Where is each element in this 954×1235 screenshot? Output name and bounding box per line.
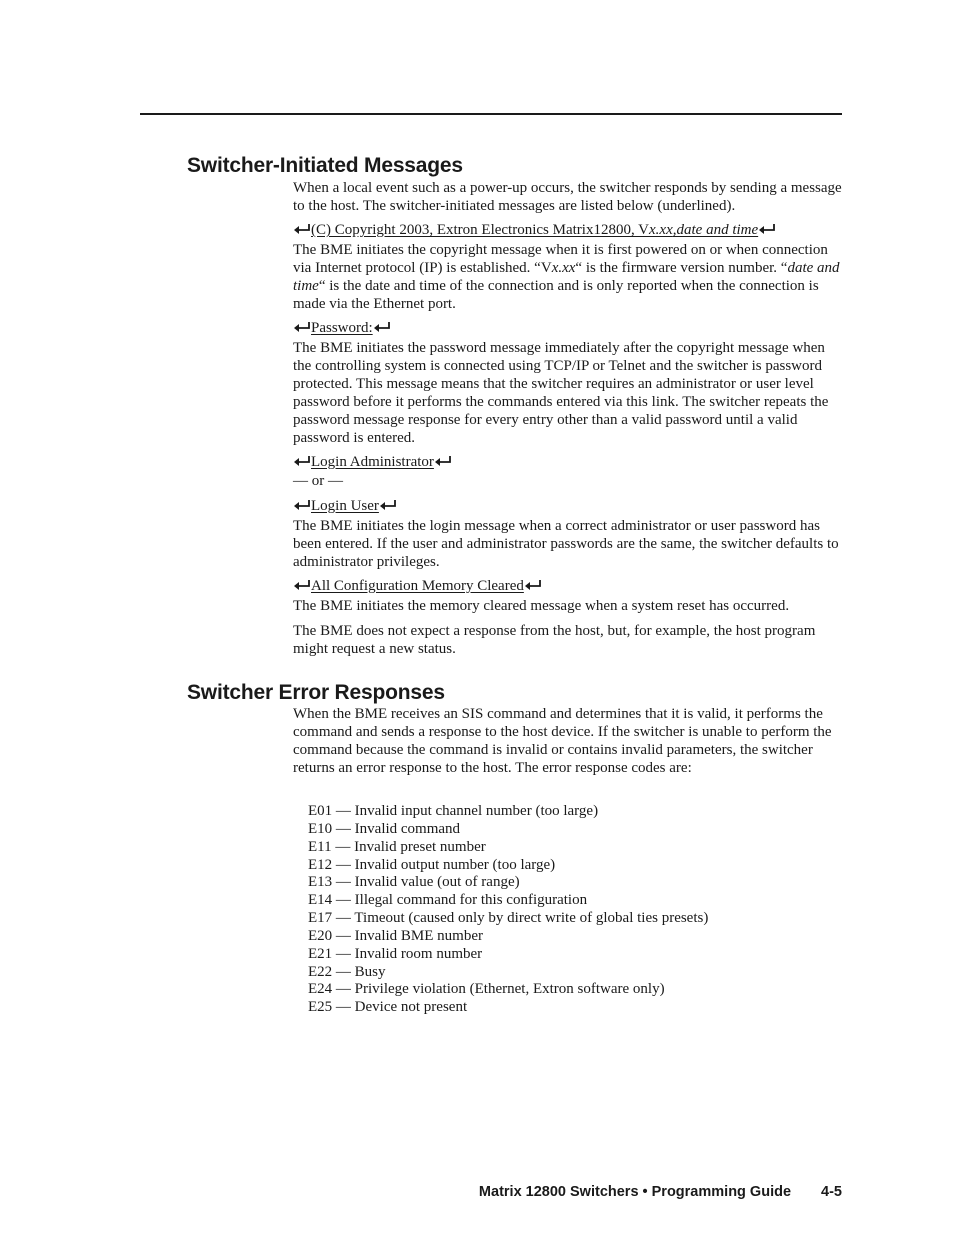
password-message-line — [293, 320, 845, 338]
or-separator: — or — — [293, 473, 343, 489]
page-footer — [479, 1184, 842, 1200]
copyright-message-line — [293, 222, 845, 240]
error-code-item: E21 — Invalid room number — [308, 945, 483, 962]
copyright-description: The BME initiates the copyright message when it is first powered on or when connection via Internet protocol (IP) is established. “Vx.xx“ is the firmware version number. “date and time“ is the date and time of the connection and is only reported when the connection is made via the Ethernet port. — [293, 242, 840, 312]
error-code-item: E01 — Invalid input channel number (too large) — [308, 803, 599, 819]
error-code-item: E22 — Busy — [308, 963, 386, 980]
password-message: Password: — [311, 320, 373, 336]
copyright-message-a: (C) Copyright 2003, Extron Electronics Matrix12800, V — [311, 222, 650, 238]
login-user-message-line — [293, 498, 845, 516]
copyright-message-version: x.xx — [649, 222, 673, 238]
memory-cleared-message: All Configuration Memory Cleared — [311, 578, 524, 594]
header-rule — [140, 113, 842, 115]
return-arrow-icon — [293, 499, 311, 511]
section1-intro: When a local event such as a power-up occurs, the switcher responds by sending a message to the host. The switcher-initiated messages are listed below (underlined). — [293, 180, 842, 214]
error-code-item: E25 — Device not present — [308, 999, 468, 1016]
error-code-item: E12 — Invalid output number (too large) — [308, 856, 556, 873]
return-arrow-icon — [434, 455, 452, 467]
error-code-item: E17 — Timeout (caused only by direct write of global ties presets) — [308, 910, 709, 927]
login-description: The BME initiates the login message when a correct administrator or user password has been entered. If the user and administrator passwords are the same, the switcher defaults to administrator privileges. — [293, 518, 839, 570]
error-code-item: E11 — Invalid preset number — [308, 838, 486, 855]
return-arrow-icon — [373, 321, 391, 333]
memory-message-line — [293, 578, 845, 596]
section2-intro: When the BME receives an SIS command and determines that it is valid, it performs the command and sends a response to the host device. If the switcher is unable to perform the command because the command is invalid or contains invalid parameters, the switcher returns an error response to the host. The error response codes are: — [293, 706, 832, 776]
return-arrow-icon — [293, 579, 311, 591]
password-description: The BME initiates the password message immediately after the copyright message when the controlling system is connected using TCP/IP or Telnet and the switcher is password protected. This message means that the switcher requires an administrator or user level password before it performs the commands entered via this link. The switcher repeats the password message response for every entry other than a valid password until a valid password is entered. — [293, 340, 829, 446]
return-arrow-icon — [293, 321, 311, 333]
section-heading-error-responses: Switcher Error Responses — [187, 681, 445, 704]
login-admin-message-line — [293, 454, 845, 472]
page-number: 4-5 — [821, 1184, 842, 1200]
return-arrow-icon — [524, 579, 542, 591]
error-code-item: E10 — Invalid command — [308, 820, 461, 837]
error-code-item: E20 — Invalid BME number — [308, 927, 483, 944]
return-arrow-icon — [293, 455, 311, 467]
footer-title: Matrix 12800 Switchers • Programming Guide — [478, 1184, 792, 1200]
copyright-message-date: ,date and time — [672, 222, 759, 238]
return-arrow-icon — [293, 223, 311, 235]
section-heading-switcher-initiated: Switcher-Initiated Messages — [187, 154, 463, 177]
error-code-item: E14 — Illegal command for this configuration — [308, 892, 588, 909]
login-user-message: Login User — [311, 498, 379, 514]
error-code-item: E13 — Invalid value (out of range) — [308, 874, 520, 891]
error-code-list — [308, 803, 828, 1017]
login-admin-message: Login Administrator — [311, 454, 434, 470]
no-response-description: The BME does not expect a response from the host, but, for example, the host program might request a new status. — [293, 623, 816, 657]
return-arrow-icon — [379, 499, 397, 511]
error-code-item: E24 — Privilege violation (Ethernet, Extron software only) — [308, 981, 665, 998]
memory-description: The BME initiates the memory cleared message when a system reset has occurred. — [293, 598, 790, 614]
return-arrow-icon — [758, 223, 776, 235]
